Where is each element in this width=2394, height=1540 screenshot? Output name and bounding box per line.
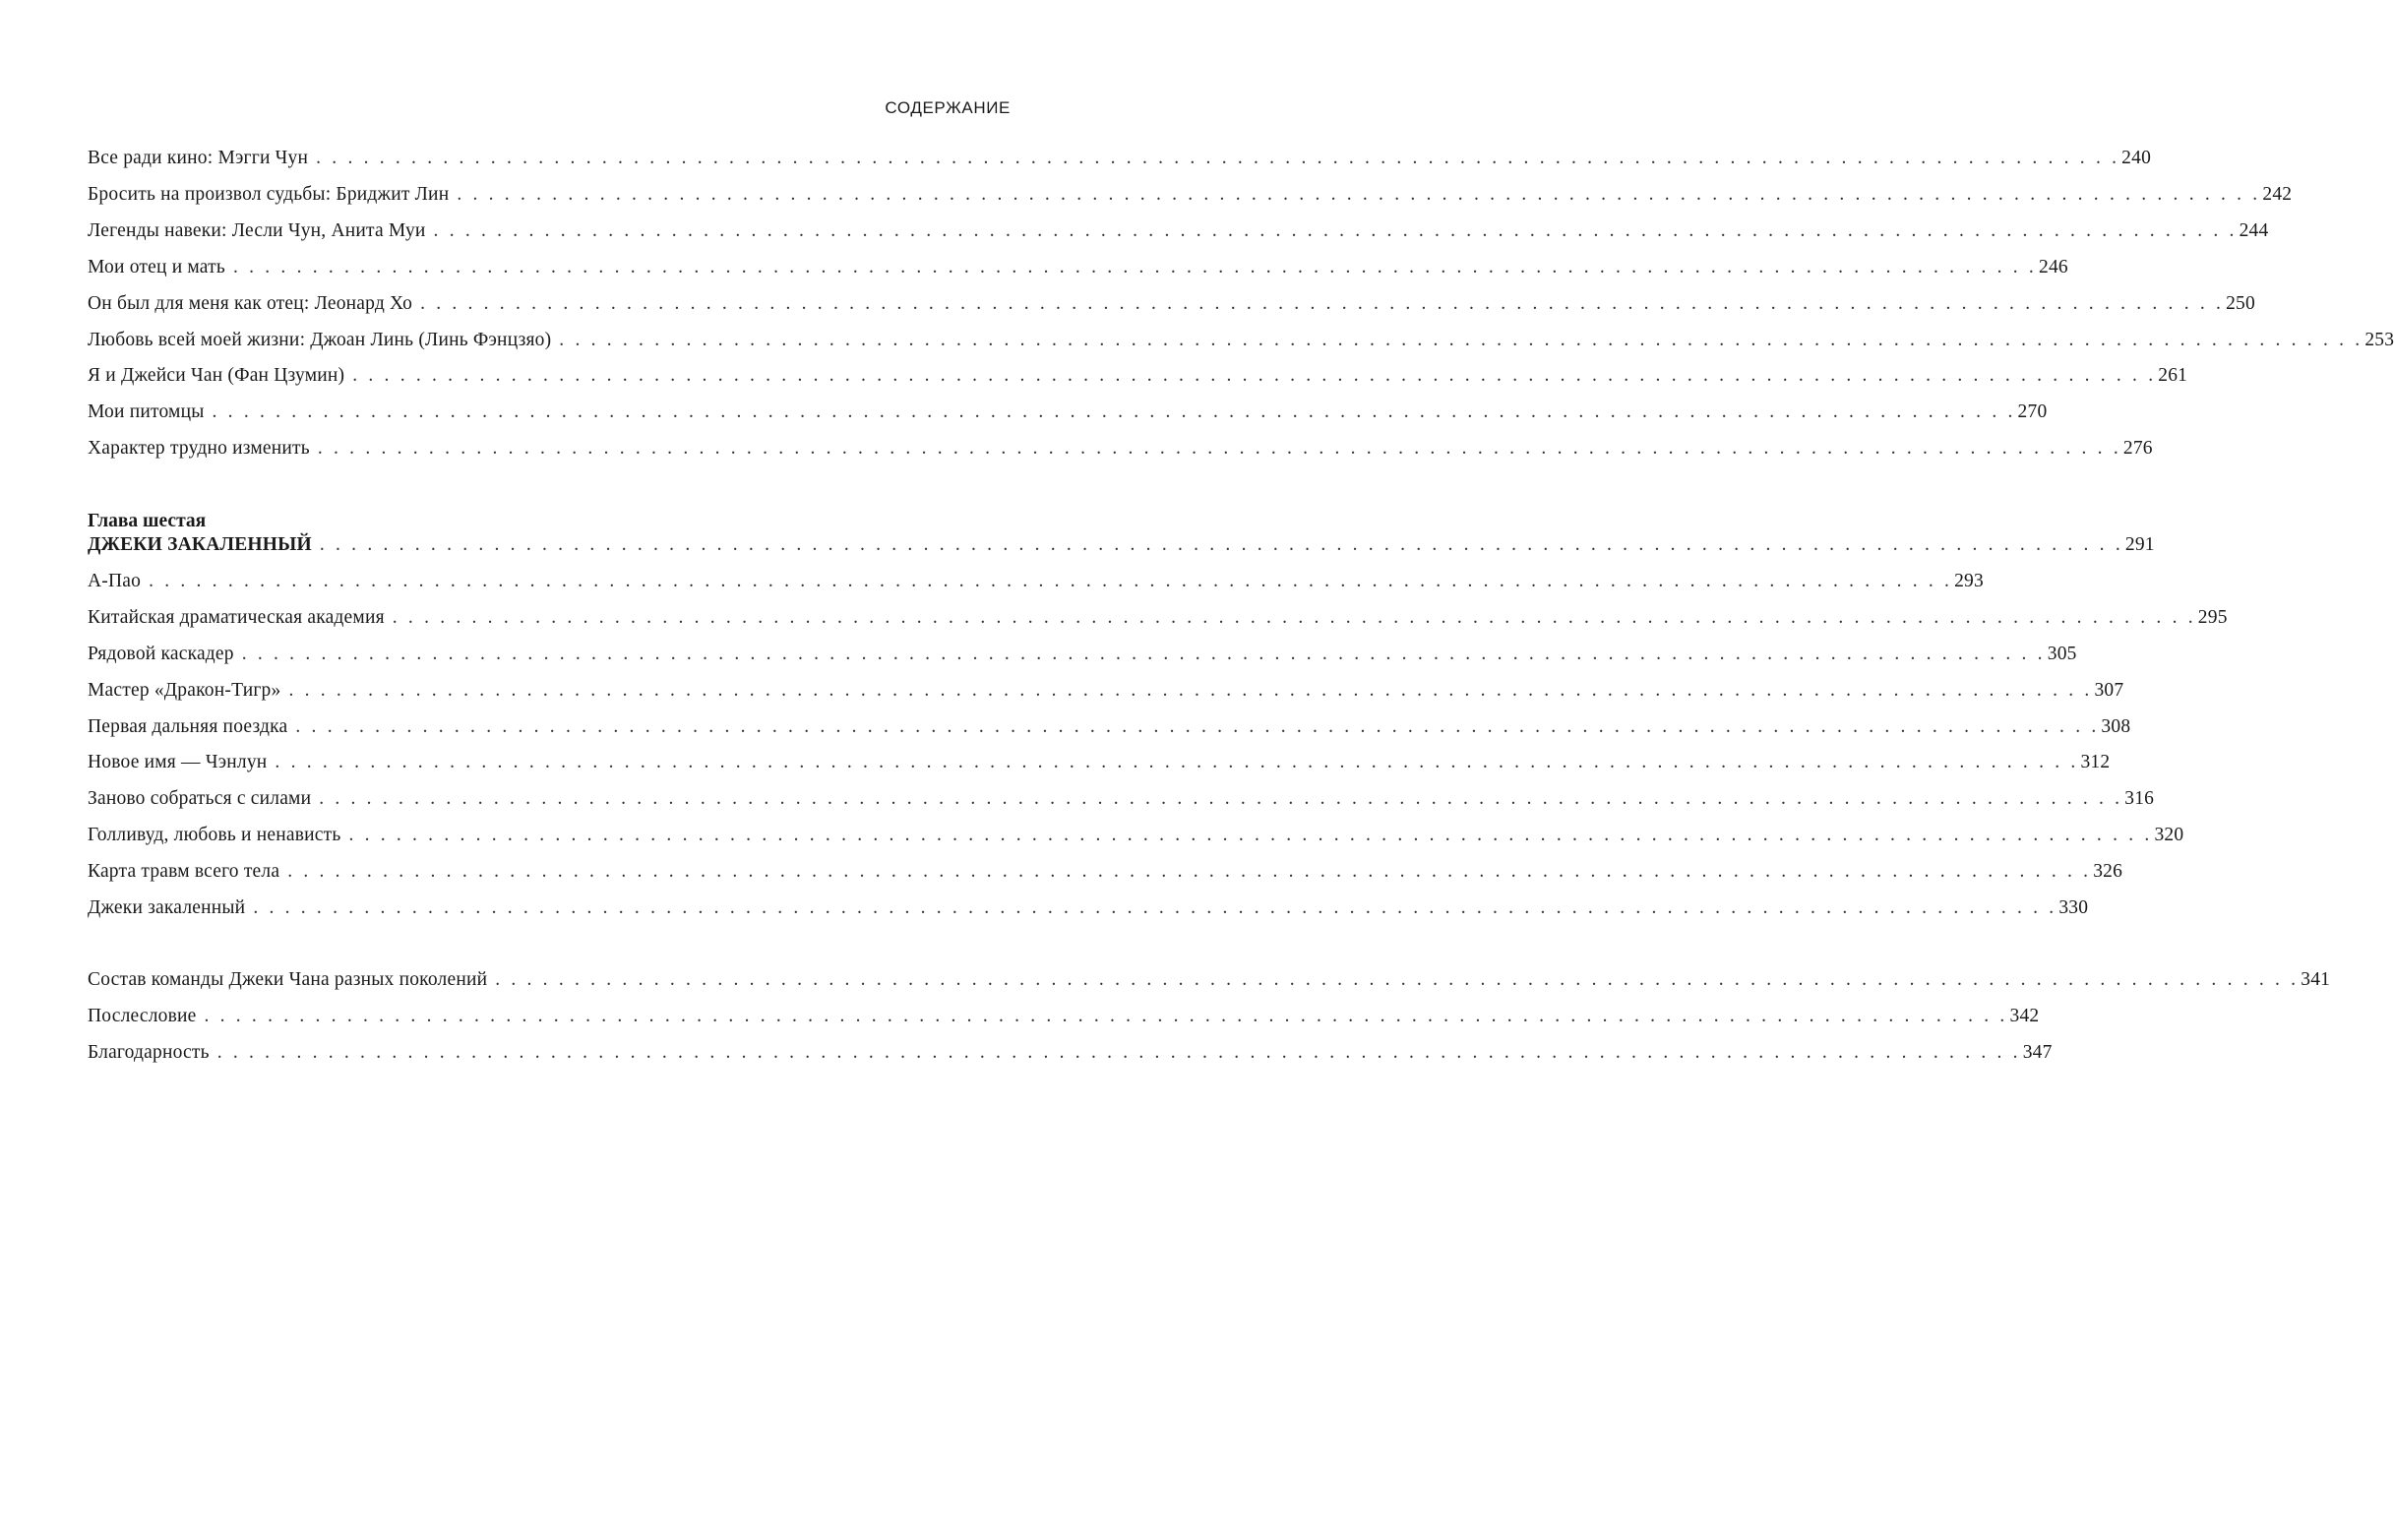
- toc-entry[interactable]: [88, 569, 1984, 594]
- dot-leader: . . . . . . . . . . . . . . . . . . . . . . . . . . . . . . . . . . . . . . . . . . . . . . . . . . . . . . . . . . . . . . . . . . . . . . . . . . . . . . . . . . . . . . . . . . . . . . . . . . . . . . . . . . . . . . . . . .: [392, 607, 2196, 628]
- chapter-page: 291: [2124, 534, 2155, 555]
- toc-entry-page: 308: [2101, 716, 2131, 737]
- dot-leader: . . . . . . . . . . . . . . . . . . . . . . . . . . . . . . . . . . . . . . . . . . . . . . . . . . . . . . . . . . . . . . . . . . . . . . . . . . . . . . . . . . . . . . . . . . . . . . . . . . . . . . . . . . . . . . . . . .: [420, 293, 2225, 314]
- toc-entry-page: 295: [2197, 607, 2228, 628]
- dot-leader: . . . . . . . . . . . . . . . . . . . . . . . . . . . . . . . . . . . . . . . . . . . . . . . . . . . . . . . . . . . . . . . . . . . . . . . . . . . . . . . . . . . . . . . . . . . . . . . . . . . . . . . . . . . . . . . . . .: [287, 861, 2092, 882]
- toc-entry-page: 307: [2094, 680, 2124, 701]
- toc-entry[interactable]: [88, 182, 2293, 208]
- toc-entry-page: 326: [2093, 861, 2123, 882]
- toc-entry-page: 250: [2226, 293, 2255, 314]
- dot-leader: . . . . . . . . . . . . . . . . . . . . . . . . . . . . . . . . . . . . . . . . . . . . . . . . . . . . . . . . . . . . . . . . . . . . . . . . . . . . . . . . . . . . . . . . . . . . . . . . . . . . . . . . . . . . . . . . . .: [253, 897, 2057, 918]
- toc-entry-page: 246: [2039, 257, 2068, 277]
- toc-entry[interactable]: [88, 218, 2269, 244]
- toc-entry-title: Первая дальняя поездка: [88, 716, 288, 737]
- dot-leader: . . . . . . . . . . . . . . . . . . . . . . . . . . . . . . . . . . . . . . . . . . . . . . . . . . . . . . . . . . . . . . . . . . . . . . . . . . . . . . . . . . . . . . . . . . . . . . . . . . . . . . . . . . . . . . . . . .: [212, 401, 2016, 422]
- toc-entry-title: Состав команды Джеки Чана разных поколений: [88, 969, 488, 990]
- dot-leader: . . . . . . . . . . . . . . . . . . . . . . . . . . . . . . . . . . . . . . . . . . . . . . . . . . . . . . . . . . . . . . . . . . . . . . . . . . . . . . . . . . . . . . . . . . . . . . . . . . . . . . . . . . . . . . . . . .: [295, 716, 2100, 737]
- toc-entry-title: Новое имя — Чэнлун: [88, 752, 268, 772]
- toc-entry-page: 320: [2154, 825, 2184, 845]
- toc-entry-title: Легенды навеки: Лесли Чун, Анита Муи: [88, 220, 426, 241]
- toc-entry[interactable]: [88, 967, 2331, 993]
- toc-entry-page: 341: [2301, 969, 2331, 990]
- toc-entry-title: Мои отец и мать: [88, 257, 225, 277]
- toc-entry-title: Я и Джейси Чан (Фан Цзумин): [88, 365, 345, 386]
- toc-entry[interactable]: [88, 678, 2124, 704]
- toc-entry-page: 312: [2080, 752, 2111, 772]
- dot-leader: . . . . . . . . . . . . . . . . . . . . . . . . . . . . . . . . . . . . . . . . . . . . . . . . . . . . . . . . . . . . . . . . . . . . . . . . . . . . . . . . . . . . . . . . . . . . . . . . . . . . . . . . . . . . . . . . . .: [241, 644, 2046, 664]
- toc-entry-title: Рядовой каскадер: [88, 644, 234, 664]
- dot-leader: . . . . . . . . . . . . . . . . . . . . . . . . . . . . . . . . . . . . . . . . . . . . . . . . . . . . . . . . . . . . . . . . . . . . . . . . . . . . . . . . . . . . . . . . . . . . . . . . . . . . . . . . . . . . . . . . . .: [149, 571, 1953, 591]
- dot-leader: . . . . . . . . . . . . . . . . . . . . . . . . . . . . . . . . . . . . . . . . . . . . . . . . . . . . . . . . . . . . . . . . . . . . . . . . . . . . . . . . . . . . . . . . . . . . . . . . . . . . . . . . . . . . . . . . . .: [317, 438, 2121, 459]
- toc-entry[interactable]: [88, 786, 2155, 812]
- dot-leader: . . . . . . . . . . . . . . . . . . . . . . . . . . . . . . . . . . . . . . . . . . . . . . . . . . . . . . . . . . . . . . . . . . . . . . . . . . . . . . . . . . . . . . . . . . . . . . . . . . . . . . . . . . . . . . . . . .: [559, 330, 2363, 350]
- dot-leader: . . . . . . . . . . . . . . . . . . . . . . . . . . . . . . . . . . . . . . . . . . . . . . . . . . . . . . . . . . . . . . . . . . . . . . . . . . . . . . . . . . . . . . . . . . . . . . . . . . . . . . . . . . . . . . . . . .: [204, 1006, 2008, 1026]
- toc-entry-page: 276: [2122, 438, 2153, 459]
- toc-entry-page: 240: [2121, 148, 2152, 168]
- toc-entry-page: 342: [2009, 1006, 2040, 1026]
- toc-entry[interactable]: [88, 1004, 2040, 1029]
- dot-leader: . . . . . . . . . . . . . . . . . . . . . . . . . . . . . . . . . . . . . . . . . . . . . . . . . . . . . . . . . . . . . . . . . . . . . . . . . . . . . . . . . . . . . . . . . . . . . . . . . . . . . . . . . . . . . . . . . .: [216, 1042, 2021, 1063]
- toc-entry-page: 347: [2022, 1042, 2053, 1063]
- toc-entry-title: Он был для меня как отец: Леонард Хо: [88, 293, 413, 314]
- toc-entry-page: 242: [2262, 184, 2293, 205]
- toc-entry-title: А-Пао: [88, 571, 142, 591]
- toc-entry-title: Любовь всей моей жизни: Джоан Линь (Линь Фэнцзяо): [88, 330, 552, 350]
- toc-entry-title: Карта травм всего тела: [88, 861, 280, 882]
- dot-leader: . . . . . . . . . . . . . . . . . . . . . . . . . . . . . . . . . . . . . . . . . . . . . . . . . . . . . . . . . . . . . . . . . . . . . . . . . . . . . . . . . . . . . . . . . . . . . . . . . . . . . . . . . . . . . . . . . .: [232, 257, 2038, 277]
- toc-entry-title: Характер трудно изменить: [88, 438, 310, 459]
- toc-entry[interactable]: [88, 714, 2131, 740]
- dot-leader: . . . . . . . . . . . . . . . . . . . . . . . . . . . . . . . . . . . . . . . . . . . . . . . . . . . . . . . . . . . . . . . . . . . . . . . . . . . . . . . . . . . . . . . . . . . . . . . . . . . . . . . . . . . . . . . . . .: [319, 534, 2123, 555]
- toc-entry-page: 330: [2058, 897, 2089, 918]
- dot-leader: . . . . . . . . . . . . . . . . . . . . . . . . . . . . . . . . . . . . . . . . . . . . . . . . . . . . . . . . . . . . . . . . . . . . . . . . . . . . . . . . . . . . . . . . . . . . . . . . . . . . . . . . . . . . . . . . . .: [457, 184, 2261, 205]
- chapter-title-entry[interactable]: [88, 532, 2155, 558]
- dot-leader: . . . . . . . . . . . . . . . . . . . . . . . . . . . . . . . . . . . . . . . . . . . . . . . . . . . . . . . . . . . . . . . . . . . . . . . . . . . . . . . . . . . . . . . . . . . . . . . . . . . . . . . . . . . . . . . . . .: [433, 220, 2238, 241]
- toc-entry-page: 261: [2158, 365, 2188, 386]
- toc-entry-title: Джеки закаленный: [88, 897, 246, 918]
- toc-entry[interactable]: [88, 400, 2048, 425]
- toc-entry[interactable]: [88, 895, 2089, 921]
- dot-leader: . . . . . . . . . . . . . . . . . . . . . . . . . . . . . . . . . . . . . . . . . . . . . . . . . . . . . . . . . . . . . . . . . . . . . . . . . . . . . . . . . . . . . . . . . . . . . . . . . . . . . . . . . . . . . . . . . .: [495, 969, 2300, 990]
- toc-entry-page: 253: [2364, 330, 2394, 350]
- toc-entry-title: Благодарность: [88, 1042, 210, 1063]
- dot-leader: . . . . . . . . . . . . . . . . . . . . . . . . . . . . . . . . . . . . . . . . . . . . . . . . . . . . . . . . . . . . . . . . . . . . . . . . . . . . . . . . . . . . . . . . . . . . . . . . . . . . . . . . . . . . . . . . . .: [348, 825, 2153, 845]
- toc-entry[interactable]: [88, 255, 2068, 280]
- toc-entry-title: Мастер «Дракон-Тигр»: [88, 680, 281, 701]
- toc-entry[interactable]: [88, 363, 2188, 389]
- toc-entry-page: 293: [1954, 571, 1984, 591]
- chapter-label: Глава шестая: [88, 511, 207, 531]
- toc-entry[interactable]: [88, 436, 2153, 462]
- toc-entry[interactable]: [88, 859, 2123, 885]
- toc-entry[interactable]: [88, 642, 2077, 667]
- toc-entry-page: 305: [2047, 644, 2077, 664]
- dot-leader: . . . . . . . . . . . . . . . . . . . . . . . . . . . . . . . . . . . . . . . . . . . . . . . . . . . . . . . . . . . . . . . . . . . . . . . . . . . . . . . . . . . . . . . . . . . . . . . . . . . . . . . . . . . . . . . . . .: [316, 148, 2120, 168]
- running-header: СОДЕРЖАНИЕ: [885, 98, 1011, 117]
- dot-leader: . . . . . . . . . . . . . . . . . . . . . . . . . . . . . . . . . . . . . . . . . . . . . . . . . . . . . . . . . . . . . . . . . . . . . . . . . . . . . . . . . . . . . . . . . . . . . . . . . . . . . . . . . . . . . . . . . .: [288, 680, 2093, 701]
- dot-leader: . . . . . . . . . . . . . . . . . . . . . . . . . . . . . . . . . . . . . . . . . . . . . . . . . . . . . . . . . . . . . . . . . . . . . . . . . . . . . . . . . . . . . . . . . . . . . . . . . . . . . . . . . . . . . . . . . .: [352, 365, 2157, 386]
- toc-entry[interactable]: [88, 328, 2394, 353]
- toc-entry[interactable]: [88, 750, 2111, 775]
- toc-entry-title: Послесловие: [88, 1006, 197, 1026]
- toc-entry-page: 244: [2239, 220, 2269, 241]
- toc-entry-title: Заново собраться с силами: [88, 788, 312, 809]
- toc-entry[interactable]: [88, 605, 2228, 631]
- toc-entry[interactable]: [88, 823, 2184, 848]
- toc-entry[interactable]: [88, 146, 2152, 171]
- toc-entry-page: 316: [2124, 788, 2155, 809]
- dot-leader: . . . . . . . . . . . . . . . . . . . . . . . . . . . . . . . . . . . . . . . . . . . . . . . . . . . . . . . . . . . . . . . . . . . . . . . . . . . . . . . . . . . . . . . . . . . . . . . . . . . . . . . . . . . . . . . . . .: [275, 752, 2079, 772]
- toc-entry-title: Мои питомцы: [88, 401, 205, 422]
- toc-entry-title: Голливуд, любовь и ненависть: [88, 825, 341, 845]
- toc-entry[interactable]: [88, 1040, 2053, 1066]
- chapter-title: ДЖЕКИ ЗАКАЛЕННЫЙ: [88, 534, 312, 555]
- toc-entry-page: 270: [2017, 401, 2048, 422]
- toc-entry-title: Китайская драматическая академия: [88, 607, 385, 628]
- toc-entry-title: Все ради кино: Мэгги Чун: [88, 148, 309, 168]
- toc-entry[interactable]: [88, 291, 2255, 317]
- toc-entry-title: Бросить на произвол судьбы: Бриджит Лин: [88, 184, 450, 205]
- dot-leader: . . . . . . . . . . . . . . . . . . . . . . . . . . . . . . . . . . . . . . . . . . . . . . . . . . . . . . . . . . . . . . . . . . . . . . . . . . . . . . . . . . . . . . . . . . . . . . . . . . . . . . . . . . . . . . . . . .: [319, 788, 2123, 809]
